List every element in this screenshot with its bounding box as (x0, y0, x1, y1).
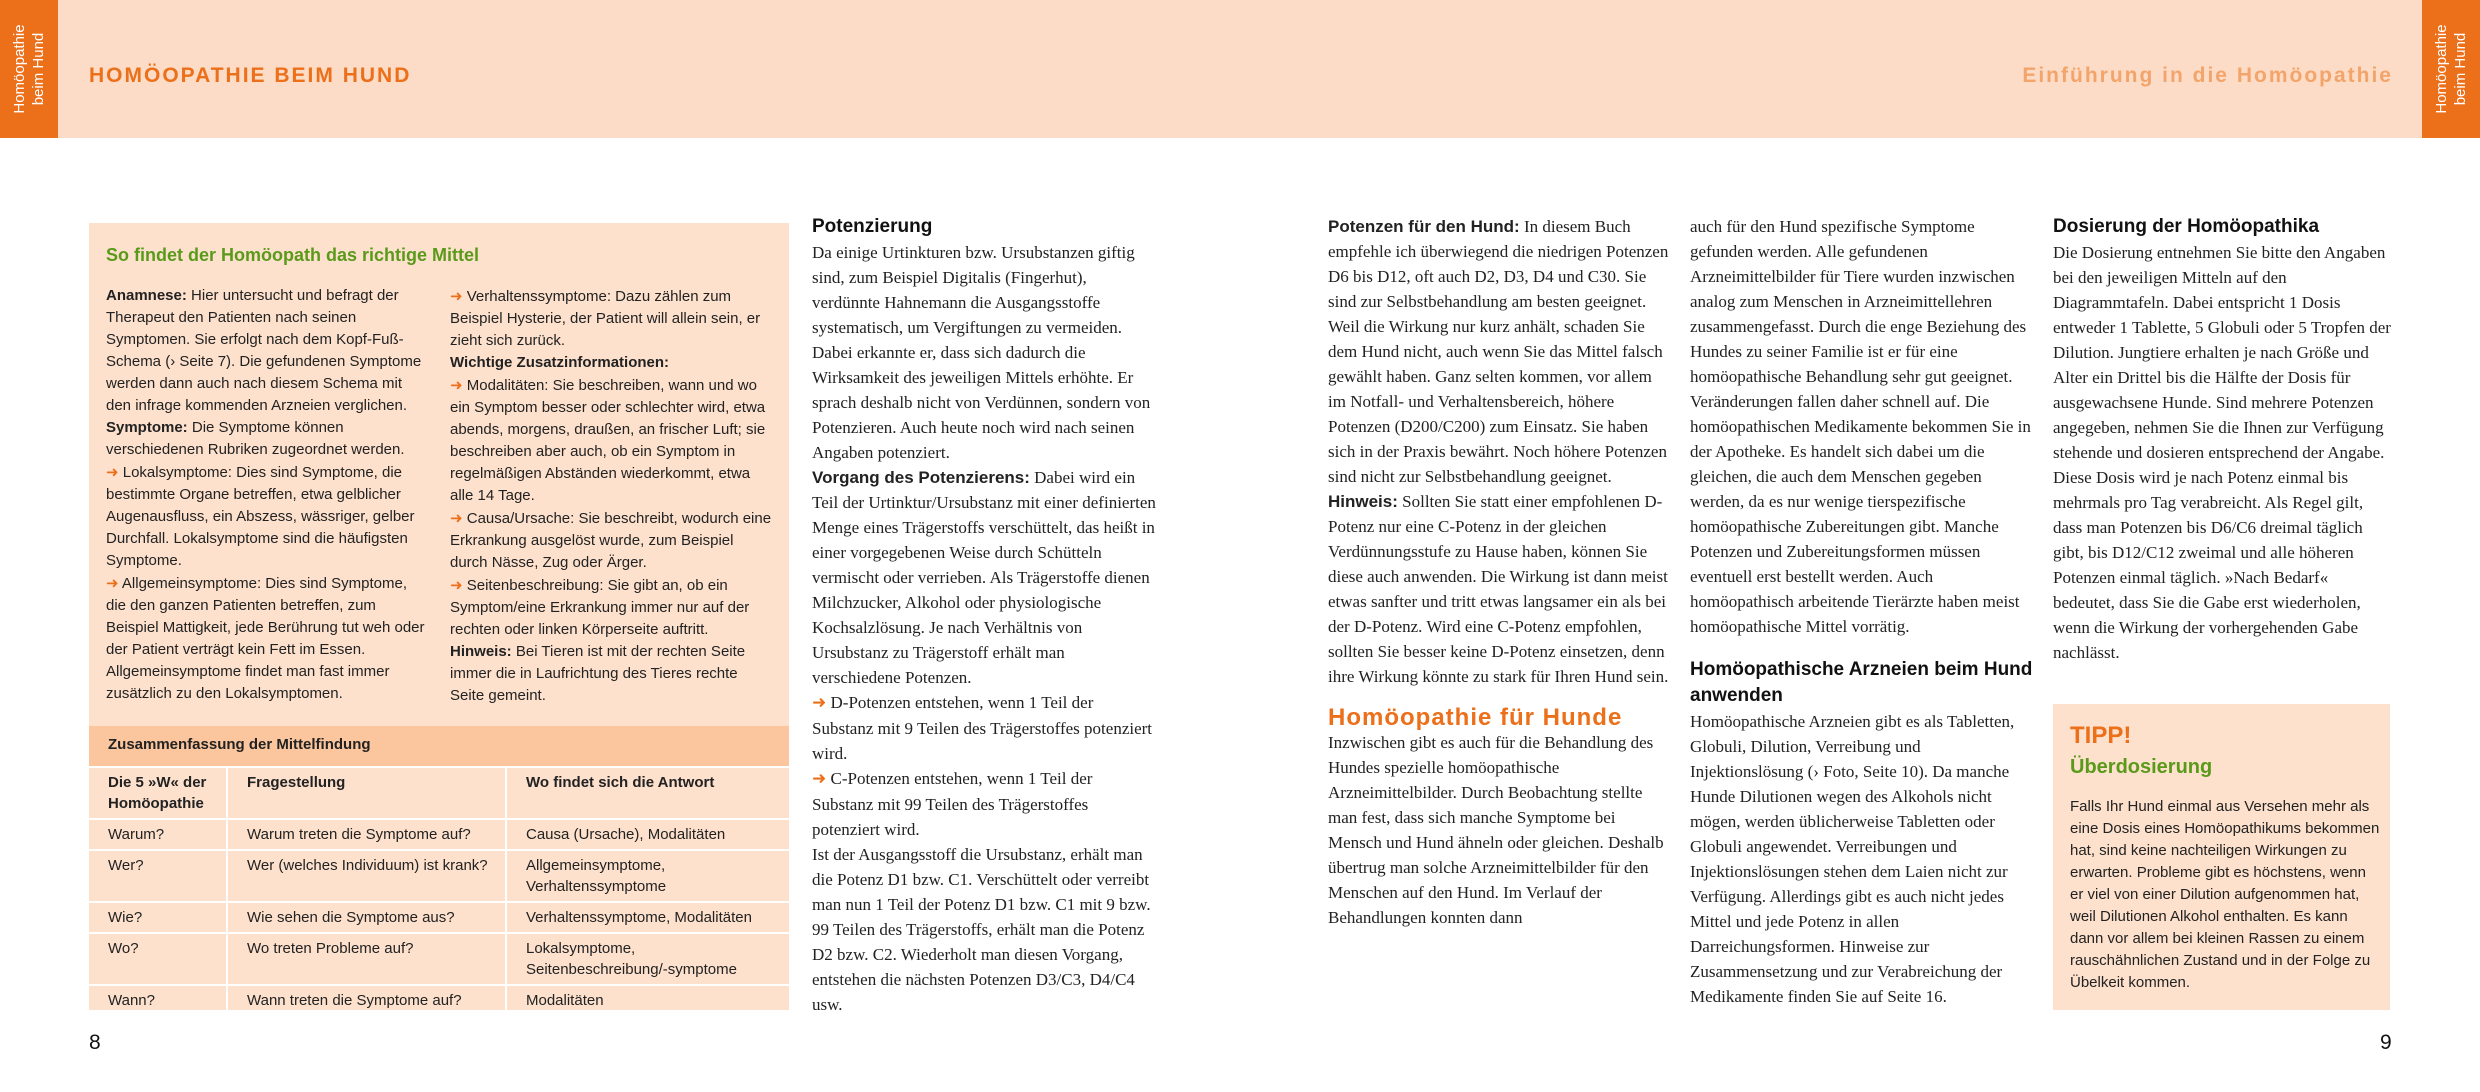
chapter-tab-line: beim Hund (2452, 32, 2469, 106)
arrow-icon: ➜ (450, 509, 463, 527)
table-header-cell: Wo findet sich die Antwort (506, 767, 789, 819)
tip-box (2053, 704, 2390, 1010)
info-box-column-left (106, 285, 428, 705)
chapter-tab-line: Homöopathie (11, 24, 28, 114)
chapter-tab-line: Homöopathie (2433, 24, 2450, 114)
info-paragraph: ➜ Allgemeinsymptome: Dies sind Symptome, die den ganzen Patienten betreffen, zum Beispiel Mattigkeit, jede Berührung tut weh oder der Patient verträgt kein Fett im Essen. Allgemeinsymptome findet man fast immer zusätzlich zu den Lokalsymptomen. (106, 574, 425, 702)
body-paragraph: Vorgang des Potenzierens: Dabei wird ein Teil der Urtinktur/Ursubstanz mit einer definierten Menge eines Trägerstoffs verschüttelt, das heißt in einer vorgegebenen Weise durch Schütteln vermischt oder verrieben. Als Trägerstoffe dienen Milchzucker, Alkohol oder physiologische Kochsalzlösung. Je nach Verhältnis von Ursubstanz zu Trägerstoff erhält man verschiedene Potenzen. (812, 468, 1156, 687)
body-paragraph: auch für den Hund spezifische Symptome gefunden werden. Alle gefundenen Arzneimittelbilder für Tiere wurden inzwischen analog zum Menschen in Arzneimittellehren zusammengefasst. Durch die enge Beziehung des Hundes zu seiner Familie ist er für eine homöopathische Behandlung sehr gut geeignet. Veränderungen fallen daher schnell auf. Die homöopathischen Medikamente bekommen Sie in der Apotheke. Es handelt sich dabei um die gleichen, die auch dem Menschen gegeben werden, da es nur wenige tierspezifische homöopathische Zubereitungen gibt. Manche Potenzen und Zubereitungsformen müssen eventuell erst bestellt werden. Auch homöopathisch arbeitende Tierärzte haben meist homöopathische Mittel vorrätig. (1690, 217, 2031, 636)
table-cell: Lokalsymptome, Seitenbeschreibung/-symptome (506, 933, 789, 985)
info-paragraph: ➜ Seitenbeschreibung: Sie gibt an, ob ein Symptom/eine Erkrankung immer nur auf der rechten oder linken Körperseite auftritt. (450, 576, 750, 638)
info-box (89, 223, 789, 1010)
table-cell: Warum? (89, 819, 227, 850)
body-paragraph: ➜ D-Potenzen entstehen, wenn 1 Teil der Substanz mit 9 Teilen des Trägerstoffes potenziert wird. (812, 693, 1153, 763)
tip-title: TIPP! (2070, 722, 2132, 749)
section-heading: Homöopathie für Hunde (1328, 704, 1623, 731)
page-number-left: 8 (89, 1031, 101, 1054)
text-column-dosierung (2053, 214, 2393, 665)
info-paragraph: Hinweis: Bei Tieren ist mit der rechten Seite immer die in Laufrichtung des Tieres rechte Seite gemeint. (450, 643, 746, 704)
page-number-right: 9 (2380, 1031, 2392, 1054)
table-cell: Wie? (89, 902, 227, 933)
running-head-right: Einführung in die Homöopathie (2022, 64, 2393, 87)
table-cell: Warum treten die Symptome auf? (227, 819, 506, 850)
table-row (89, 819, 789, 850)
body-paragraph: Die Dosierung entnehmen Sie bitte den Angaben bei den jeweiligen Mitteln auf den Diagrammtafeln. Dabei entspricht 1 Dosis entweder 1 Tablette, 5 Globuli oder 5 Tropfen der Dilution. Jungtiere erhalten je nach Größe und Alter ein Drittel bis die Hälfte der Dosis für ausgewachsene Hunde. Sind mehrere Potenzen angegeben, nehmen Sie die Ihnen zur Verfügung stehende und dosieren entsprechend der Angabe. Diese Dosis wird je nach Potenz einmal bis mehrmals pro Tag verabreicht. Als Regel gilt, dass man Potenzen bis D6/C6 dreimal täglich gibt, bis D12/C12 zweimal und alle höheren Potenzen einmal täglich. »Nach Bedarf« bedeutet, dass Sie die Gabe erst wiederholen, wenn die Wirkung der vorhergehenden Gabe nachlässt. (2053, 243, 2391, 662)
text-column-potenzen (1328, 214, 1673, 930)
table-row (89, 933, 789, 985)
section-heading: Potenzierung (812, 216, 933, 237)
body-paragraph: Hinweis: Sollten Sie statt einer empfohlenen D-Potenz nur eine C-Potenz in der gleichen Verdünnungsstufe zu Hause haben, können Sie diese auch anwenden. Die Wirkung ist dann meist etwas sanfter und tritt etwas langsamer ein als bei der D-Potenz. Wird eine C-Potenz empfohlen, sollten Sie besser keine D-Potenz einsetzen, denn ihre Wirkung könnte zu stark für Ihren Hund sein. (1328, 492, 1669, 686)
info-paragraph: ➜ Lokalsymptome: Dies sind Symptome, die bestimmte Organe betreffen, etwa gelblicher Augenausfluss, ein Abszess, wässriger, gelber Durchfall. Lokalsymptome sind die häufigsten Symptome. (106, 463, 415, 569)
info-paragraph: ➜ Causa/Ursache: Sie beschreibt, wodurch eine Erkrankung ausgelöst wurde, zum Beispiel durch Nässe, Zug oder Ärger. (450, 509, 772, 571)
table-cell: Wo treten Probleme auf? (227, 933, 506, 985)
table-row (89, 850, 789, 902)
table-cell: Wann? (89, 985, 227, 1015)
table-cell: Wann treten die Symptome auf? (227, 985, 506, 1015)
info-paragraph: Wichtige Zusatzinformationen: (450, 354, 670, 371)
chapter-tab-left[interactable] (0, 0, 58, 138)
summary-bar (89, 726, 789, 766)
arrow-icon: ➜ (450, 576, 463, 594)
summary-title: Zusammenfassung der Mittelfindung (108, 736, 371, 753)
tip-subtitle: Überdosierung (2070, 756, 2213, 778)
body-paragraph: Ist der Ausgangsstoff die Ursubstanz, erhält man die Potenz D1 bzw. C1. Verschüttelt oder verreibt man nun 1 Teil der Potenz D1 bzw. C1 mit 9 bzw. 99 Teilen des Trägerstoffs, erhält man die Potenz D2 bzw. C2. Wiederholt man diesen Vorgang, entstehen die nächsten Potenzen D3/C3, D4/C4 usw. (812, 845, 1151, 1014)
table-cell: Causa (Ursache), Modalitäten (506, 819, 789, 850)
body-paragraph: Da einige Urtinkturen bzw. Ursubstanzen giftig sind, zum Beispiel Digitalis (Fingerhut), verdünnte Hahnemann die Ausgangsstoffe systematisch, um Vergiftungen zu vermeiden. Dabei erkannte er, dass sich dadurch die Wirksamkeit des jeweiligen Mittels erhöhte. Er sprach deshalb nicht von Verdünnen, sondern von Potenzieren. Auch heute noch wird nach seinen Angaben potenziert. (812, 243, 1151, 462)
table-cell: Wer (welches Individuum) ist krank? (227, 850, 506, 902)
table-row (89, 902, 789, 933)
tip-body: Falls Ihr Hund einmal aus Versehen mehr als eine Dosis eines Homöopathikums bekommen hat, sind keine nachteiligen Wirkungen zu erwarten. Probleme gibt es höchstens, wenn er viel von einer Dilution aufgenommen hat, weil Dilutionen Alkohol enthalten. Es kann dann vor allem bei kleinen Rassen zu einem rauschähnlichen Zustand und in der Folge zu Übelkeit kommen. (2070, 798, 2380, 991)
section-heading: Homöopathische Arzneien beim Hund anwenden (1690, 659, 2033, 706)
body-paragraph: Homöopathische Arzneien gibt es als Tabletten, Globuli, Dilution, Verreibung und Injektionslösung (› Foto, Seite 10). Da manche Hunde Dilutionen wegen des Alkohols nicht mögen, werden üblicherweise Tabletten oder Globuli angewendet. Verreibungen und Injektionslösungen stehen dem Laien nicht zur Verfügung. Allerdings gibt es auch nicht jedes Mittel und jede Potenz in allen Darreichungsformen. Hinweise zur Zusammensetzung und zur Verabreichung der Medikamente finden Sie auf Seite 16. (1690, 712, 2015, 1006)
table-header-row (89, 767, 789, 819)
table-cell: Modalitäten (506, 985, 789, 1015)
table-header-cell: Die 5 »W« der Homöopathie (89, 767, 227, 819)
running-head-left: HOMÖOPATHIE BEIM HUND (89, 64, 412, 87)
arrow-icon: ➜ (106, 574, 119, 592)
chapter-tab-right[interactable] (2422, 0, 2480, 138)
text-column-arzneien (1690, 214, 2035, 1009)
arrow-icon: ➜ (812, 693, 827, 713)
text-column-potenzierung (812, 214, 1157, 1017)
table-cell: Wie sehen die Symptome aus? (227, 902, 506, 933)
arrow-icon: ➜ (450, 287, 463, 305)
table-cell: Wer? (89, 850, 227, 902)
table-header-cell: Fragestellung (227, 767, 506, 819)
table-row (89, 985, 789, 1015)
table-cell: Verhaltenssymptome, Modalitäten (506, 902, 789, 933)
info-box-title: So findet der Homöopath das richtige Mittel (106, 245, 480, 265)
table-cell: Allgemeinsymptome, Verhaltenssymptome (506, 850, 789, 902)
body-paragraph: Potenzen für den Hund: In diesem Buch empfehle ich überwiegend die niedrigen Potenzen D6 bis D12, oft auch D2, D3, D4 und C30. Sie sind zur Selbstbehandlung am besten geeignet. Weil die Wirkung nur kurz anhält, schaden Sie dem Hund nicht, auch wenn Sie das Mittel falsch gewählt haben. Ganz selten kommen, vor allem im Notfall- und Verhaltensbereich, höhere Potenzen (D200/C200) zum Einsatz. Sie haben sich in der Praxis bewährt. Noch höhere Potenzen sind nicht zur Selbstbehandlung geeignet. (1328, 217, 1669, 486)
info-paragraph: ➜ Verhaltenssymptome: Dazu zählen zum Beispiel Hysterie, der Patient will allein sein, er zieht sich zurück. (450, 287, 761, 349)
info-paragraph: ➜ Modalitäten: Sie beschreiben, wann und wo ein Symptom besser oder schlechter wird, etwa abends, morgens, draußen, an frischer Luft; sie beschreiben aber auch, ob ein Symptom in regelmäßigen Abständen wiederkommt, etwa alle 14 Tage. (450, 376, 766, 504)
table-cell: Wo? (89, 933, 227, 985)
chapter-tab-line: beim Hund (30, 32, 47, 106)
summary-table (89, 766, 789, 1015)
body-paragraph: Inzwischen gibt es auch für die Behandlung des Hundes spezielle homöopathische Arzneimittelbilder. Durch Beobachtung stellte man fest, dass sich manche Symptome bei Mensch und Hund ähneln oder gleichen. Deshalb übertrug man solche Arzneimittelbilder für den Menschen auf den Hund. Im Verlauf der Behandlungen konnten dann (1328, 733, 1664, 927)
info-paragraph: Anamnese: Hier untersucht und befragt der Therapeut den Patienten nach seinen Symptomen. Sie erfolgt nach dem Kopf-Fuß-Schema (› Seite 7). Die gefundenen Symptome werden dann auch nach diesem Schema mit den infrage kommenden Arzneien verglichen. (106, 287, 422, 414)
arrow-icon: ➜ (450, 376, 463, 394)
arrow-icon: ➜ (812, 769, 827, 789)
body-paragraph: ➜ C-Potenzen entstehen, wenn 1 Teil der Substanz mit 99 Teilen des Trägerstoffes potenziert wird. (812, 769, 1093, 839)
arrow-icon: ➜ (106, 463, 119, 481)
info-paragraph: Symptome: Die Symptome können verschiedenen Rubriken zugeordnet werden. (106, 419, 405, 458)
info-box-column-right (450, 285, 772, 707)
section-heading: Dosierung der Homöopathika (2053, 216, 2320, 237)
